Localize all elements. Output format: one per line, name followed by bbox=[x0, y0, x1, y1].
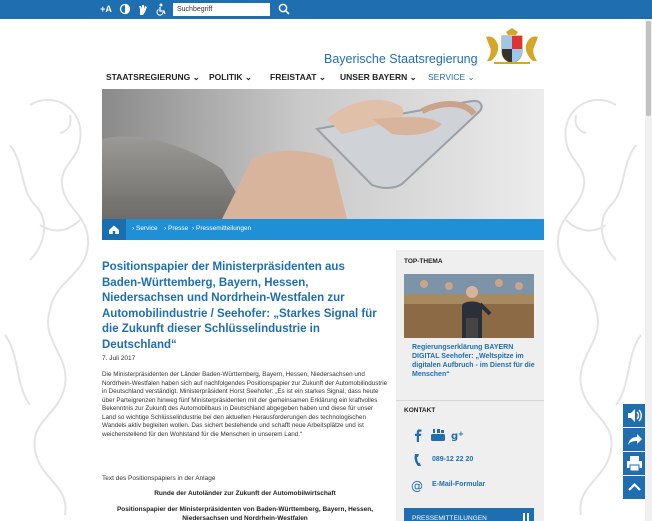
bavarian-coat-of-arms-icon[interactable] bbox=[482, 27, 542, 65]
print-icon bbox=[623, 452, 646, 475]
lion-decoration-left bbox=[0, 85, 98, 521]
chevron-down-icon: ⌄ bbox=[467, 72, 475, 82]
print-button[interactable] bbox=[623, 452, 646, 475]
google-plus-icon[interactable] bbox=[451, 428, 467, 442]
vertical-scrollbar[interactable] bbox=[645, 19, 652, 521]
chevron-down-icon: ⌄ bbox=[409, 72, 417, 82]
breadcrumb-label: Service bbox=[135, 225, 158, 232]
nav-item-staatsregierung[interactable] bbox=[106, 72, 200, 83]
phone-number[interactable]: 089-12 22 20 bbox=[432, 456, 474, 463]
contrast-icon[interactable] bbox=[118, 3, 132, 16]
breadcrumb-label: Pressemitteilungen bbox=[195, 225, 252, 232]
read-aloud-icon bbox=[623, 404, 646, 427]
nav-label: SERVICE bbox=[428, 72, 466, 82]
article-date: 7. Juli 2017 bbox=[102, 355, 136, 362]
phone-icon bbox=[410, 453, 426, 467]
article-body: Die Ministerpräsidenten der Länder Baden-Württemberg, Bayern, Hessen, Niedersachsen und Nordrhein-Westfalen haben sich auf nachfolgendes Positionspapier zur Zukunft der Automobilindustrie in Deutschland verständigt. Ministerpräsident Horst Seehofer: „Es ist ein starkes Signal, dass heute über Parteigrenzen hinweg fünf Ministerpräsidenten mit der gemeinsamen Erklärung ein kraftvolles Bekenntnis zur Zukunft des Automobilbaus in Deutschland abgegeben haben und diese für unser Land so wichtige Schlüsselindustrie bei den aktuellen Herausforderungen des technologischen Wandels aktiv begleiten wollen. Das sichert bestehende und schafft neue Arbeitsplätze und ist weichenstellend für den Wohlstand für die Menschen in unserem Land.“ bbox=[102, 371, 388, 438]
search-icon[interactable] bbox=[277, 2, 292, 17]
share-icon bbox=[623, 428, 646, 451]
breadcrumb bbox=[102, 219, 544, 240]
position-paper-subheading-2: Niedersachsen und Nordrhein-Westfalen bbox=[182, 515, 308, 521]
breadcrumb-item-pressemitteilungen[interactable]: › Pressemitteilungen bbox=[192, 225, 252, 232]
nav-item-service[interactable] bbox=[428, 72, 475, 83]
svg-text:@: @ bbox=[411, 479, 423, 492]
chevron-down-icon: ⌄ bbox=[192, 72, 200, 82]
main-navigation bbox=[104, 72, 544, 86]
search-input[interactable] bbox=[173, 3, 270, 16]
nav-label: FREISTAAT bbox=[270, 72, 317, 82]
email-icon bbox=[410, 478, 426, 492]
scrollbar-thumb[interactable] bbox=[646, 21, 651, 116]
youtube-icon[interactable] bbox=[430, 428, 446, 442]
position-paper-subheading: Positionspapier der Ministerpräsidenten von Baden-Württemberg, Bayern, Hessen, bbox=[116, 506, 374, 513]
nav-label: STAATSREGIERUNG bbox=[106, 72, 191, 82]
chevron-down-icon: ⌄ bbox=[244, 72, 253, 82]
article-title: Positionspapier der Ministerpräsidenten aus Baden-Württemberg, Bayern, Hessen, Niedersachsen und Nordrhein-Westfalen zur Automobilindustrie / Seehofer: „Starkes Signal für die Zukunft dieser Schlüsselindustrie in Deutschland“ bbox=[102, 261, 377, 351]
font-size-label: +A bbox=[100, 4, 112, 14]
chevron-down-icon: ⌄ bbox=[318, 72, 326, 82]
breadcrumb-item-service[interactable]: › Service bbox=[132, 225, 158, 232]
nav-label: UNSER BAYERN bbox=[340, 72, 408, 82]
breadcrumb-item-presse[interactable]: › Presse bbox=[164, 225, 189, 232]
home-icon[interactable] bbox=[102, 219, 126, 240]
press-releases-tab[interactable] bbox=[404, 508, 534, 521]
press-releases-label: PRESSEMITTEILUNGEN bbox=[412, 515, 487, 521]
sign-language-icon[interactable] bbox=[136, 3, 150, 16]
top-topic-link[interactable]: Regierungserklärung BAYERN DIGITAL Seehofer: „Weltspitze im digitalen Aufbruch - im Dienst für die Menschen“ bbox=[412, 344, 535, 378]
svg-text:g: g bbox=[451, 431, 459, 442]
email-form-link[interactable]: E-Mail-Formular bbox=[432, 481, 486, 488]
top-topic-heading: TOP-THEMA bbox=[404, 258, 443, 265]
pause-icon[interactable] bbox=[522, 513, 530, 521]
share-button[interactable] bbox=[623, 428, 646, 451]
nav-item-politik[interactable] bbox=[209, 72, 252, 83]
nav-item-freistaat[interactable] bbox=[270, 72, 326, 83]
nav-item-unser-bayern[interactable] bbox=[340, 72, 417, 83]
hero-image bbox=[102, 89, 544, 219]
scroll-top-icon bbox=[623, 476, 646, 499]
scroll-top-button[interactable] bbox=[623, 476, 646, 499]
svg-text:+: + bbox=[458, 430, 464, 438]
breadcrumb-label: Presse bbox=[167, 225, 189, 232]
top-utility-bar bbox=[0, 0, 652, 19]
read-aloud-button[interactable] bbox=[623, 404, 646, 427]
position-paper-heading: Runde der Autoländer zur Zukunft der Automobilwirtschaft bbox=[154, 490, 336, 497]
accessibility-icon[interactable] bbox=[155, 3, 169, 16]
sidebar-divider bbox=[396, 400, 544, 401]
attachment-note: Text des Positionspapiers in der Anlage bbox=[102, 475, 216, 482]
site-title[interactable]: Bayerische Staatsregierung bbox=[324, 52, 478, 66]
font-size-icon[interactable] bbox=[99, 3, 113, 16]
top-topic-image[interactable] bbox=[404, 274, 534, 338]
facebook-icon[interactable] bbox=[410, 428, 426, 442]
contact-heading: KONTAKT bbox=[404, 407, 436, 414]
nav-label: POLITIK bbox=[209, 72, 243, 82]
